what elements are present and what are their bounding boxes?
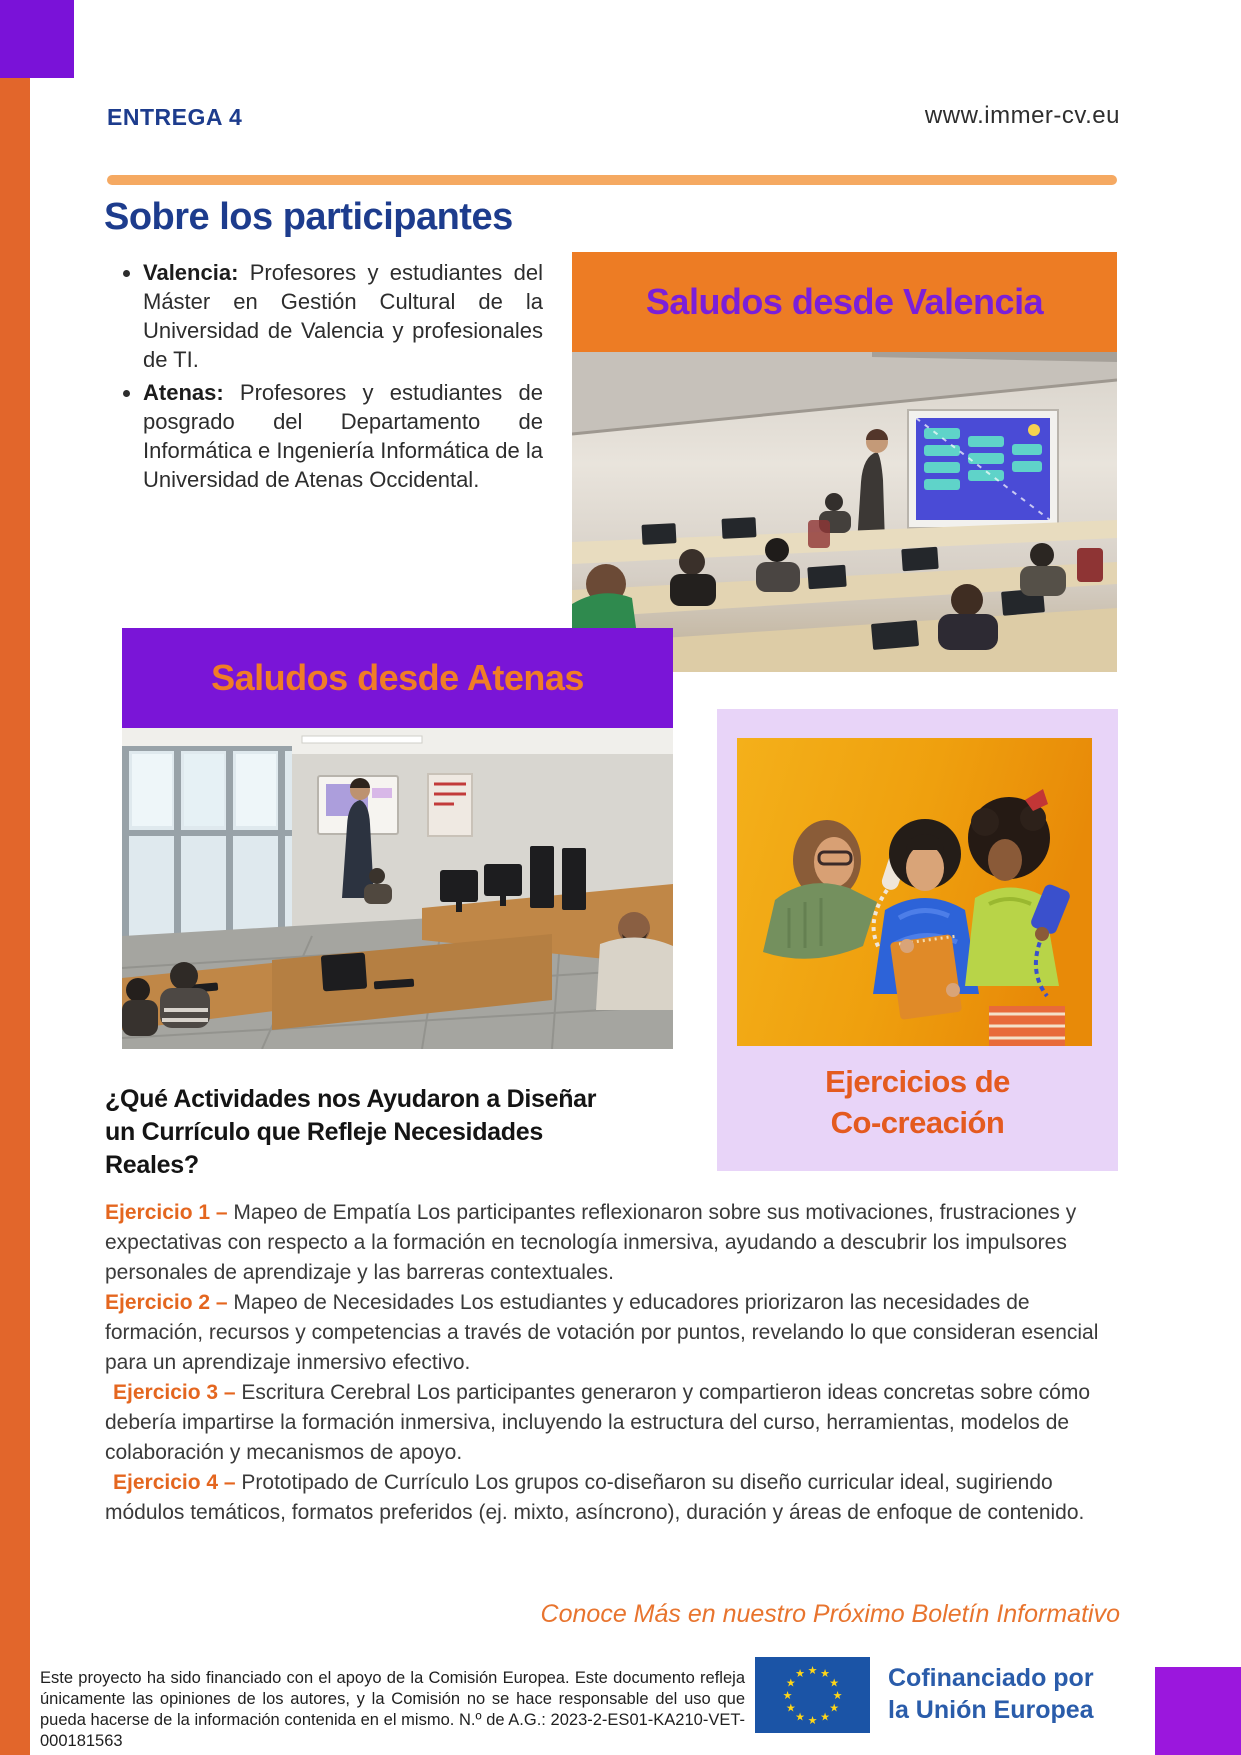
svg-text:★: ★ [829,1701,840,1715]
activities-paragraphs [105,1198,1120,1528]
footer-disclaimer: Este proyecto ha sido financiado con el apoyo de la Comisión Europea. Este documento refleja únicamente las opiniones de los autores, y la Comisión no se hace responsable del uso que pueda hacerse de la información contenida en el mismo. N.º de A.G.: 2023-2-ES01-KA210-VET-000181563 [40,1669,745,1750]
header-divider [107,175,1117,185]
participant-text: Profesores y estudiantes del Máster en Gestión Cultural de la Universidad de Valencia y profesionales de TI. [143,260,543,372]
activity-item-4 [105,1468,1120,1528]
activity-text: Escritura Cerebral Los participantes generaron y compartieron ideas concretas sobre cómo debería impartirse la formación inmersiva, incluyendo la estructura del curso, herramientas, modelos de colaboración y mecanismos de apoyo. [105,1381,1091,1464]
activity-text: Mapeo de Empatía Los participantes reflexionaron sobre sus motivaciones, frustraciones y expectativas con respecto a la formación en tecnología inmersiva, ayudando a descubrir los impulsores personales de aprendizaje y las barreras contextuales. [105,1201,1077,1284]
valencia-classroom-photo [572,352,1117,672]
svg-text:★: ★ [795,1710,805,1724]
participant-item-valencia [143,258,543,374]
website-link[interactable]: www.immer-cv.eu [924,102,1120,129]
participant-label: Valencia: [143,260,239,285]
atenas-banner-title: Saludos desde Atenas [211,657,584,698]
atenas-classroom-photo [122,728,673,1049]
participant-label: Atenas: [143,380,224,405]
activity-item-2 [105,1288,1120,1378]
activity-item-1 [105,1198,1120,1288]
activity-label: Ejercicio 1 – [105,1201,228,1224]
svg-text:★: ★ [782,1688,793,1702]
participant-text: Profesores y estudiantes de posgrado del Departamento de Informática e Ingeniería Informática de la Universidad de Atenas Occidental. [143,380,543,492]
activities-heading: ¿Qué Actividades nos Ayudaron a Diseñar un Currículo que Refleje Necesidades Reales? [105,1085,597,1179]
newsletter-teaser: Conoce Más en nuestro Próximo Boletín Informativo [540,1600,1120,1628]
cocreation-title [717,1061,1118,1143]
valencia-banner [572,252,1117,352]
activity-item-3 [105,1378,1120,1468]
activity-label: Ejercicio 4 – [113,1471,236,1494]
cocreation-title-line2: Co-creación [830,1105,1005,1140]
svg-text:★: ★ [807,1663,818,1677]
svg-text:★: ★ [820,1667,830,1681]
cocreation-photo [737,738,1092,1046]
svg-text:★: ★ [807,1713,818,1727]
svg-text:★: ★ [820,1710,830,1724]
left-orange-accent-bar [0,78,30,1755]
participants-list [105,258,543,498]
bottom-right-purple-square [1155,1667,1241,1755]
page-title: Sobre los participantes [104,196,513,238]
atenas-banner [122,628,673,728]
top-left-purple-square [0,0,74,78]
svg-text:★: ★ [832,1688,843,1702]
eu-flag-icon [755,1657,870,1733]
eu-funding-label [888,1662,1094,1726]
svg-text:★: ★ [829,1676,840,1690]
edition-label: ENTREGA 4 [107,104,243,130]
activity-label: Ejercicio 3 – [113,1381,236,1404]
svg-text:★: ★ [795,1667,805,1681]
svg-text:★: ★ [785,1676,796,1690]
participant-item-atenas [143,378,543,494]
activity-text: Prototipado de Currículo Los grupos co-diseñaron su diseño curricular ideal, sugiriendo módulos temáticos, formatos preferidos (ej. mixto, asíncrono), duración y áreas de enfoque de contenido. [105,1471,1085,1524]
valencia-banner-title: Saludos desde Valencia [645,281,1044,322]
svg-text:★: ★ [785,1701,796,1715]
eu-funding-line1: Cofinanciado por [888,1664,1094,1692]
activity-text: Mapeo de Necesidades Los estudiantes y educadores priorizaron las necesidades de formación, recursos y competencias a través de votación por puntos, revelando lo que consideran esencial para un aprendizaje inmersivo efectivo. [105,1291,1099,1374]
cocreation-panel [717,709,1118,1171]
eu-funding-line2: la Unión Europea [888,1696,1094,1724]
activity-label: Ejercicio 2 – [105,1291,228,1314]
cocreation-title-line1: Ejercicios de [825,1064,1010,1099]
